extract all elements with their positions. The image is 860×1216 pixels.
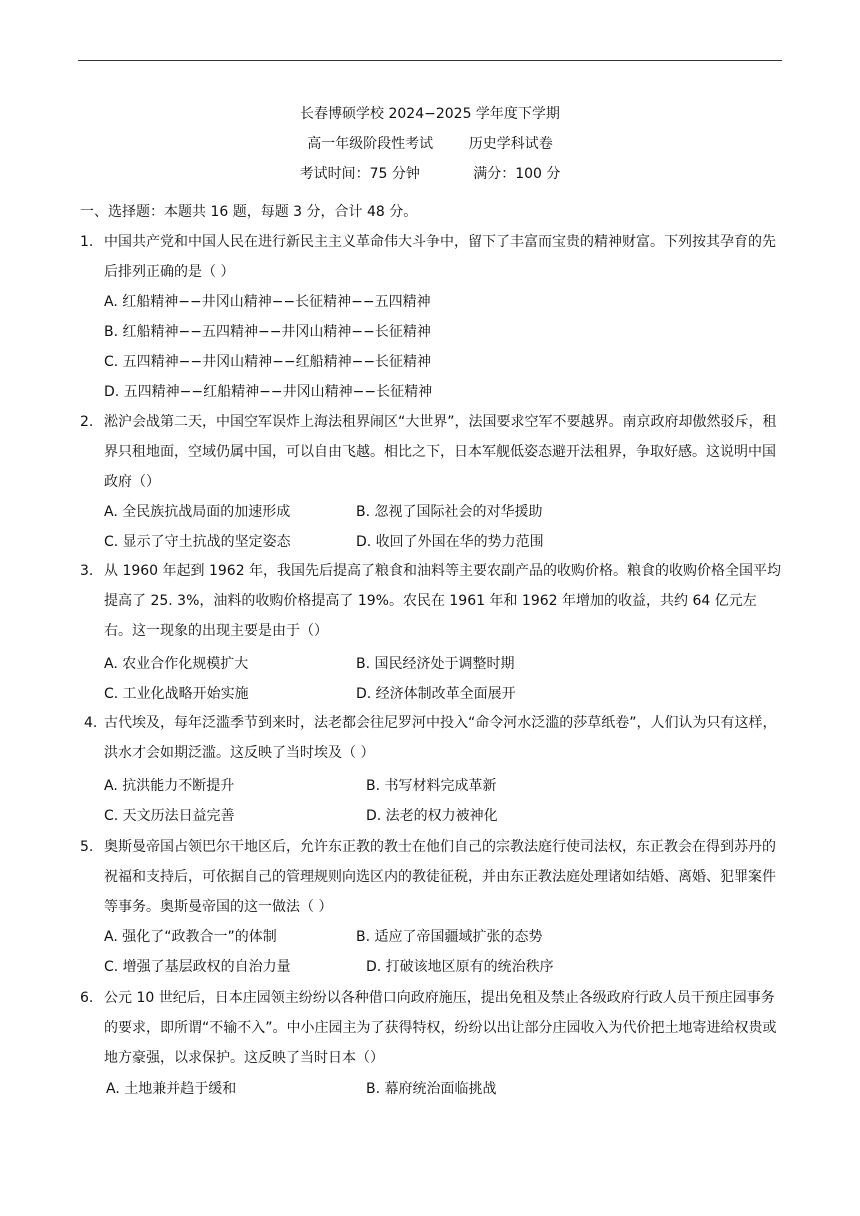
option-c[interactable]: C. 五四精神−−井冈山精神−−红船精神−−长征精神 xyxy=(104,354,432,370)
option-b[interactable]: B. 适应了帝国疆域扩张的态势 xyxy=(356,929,543,945)
option-d[interactable]: D. 五四精神−−红船精神−−井冈山精神−−长征精神 xyxy=(104,384,433,400)
option-d[interactable]: D. 打破该地区原有的统治秩序 xyxy=(366,959,554,975)
option-a[interactable]: A. 强化了“政教合一”的体制 xyxy=(104,929,277,945)
options xyxy=(80,1073,782,1103)
option-b[interactable]: B. 书写材料完成革新 xyxy=(366,778,497,794)
question-stem xyxy=(80,227,782,287)
question-text: 淞沪会战第二天，中国空军误炸上海法租界闹区“大世界”，法国要求空军不要越界。南京政府却傲然驳斥，租界只租地面，空域仍属中国，可以自由飞越。相比之下，日本军舰低姿态避开法租界，争取好感。这说明中国政府（） xyxy=(104,414,777,490)
question-number: 1. xyxy=(80,234,94,250)
question-3 xyxy=(80,556,782,706)
question-1 xyxy=(80,227,782,407)
option-c[interactable]: C. 增强了基层政权的自治力量 xyxy=(104,959,291,975)
option-a[interactable]: A. 抗洪能力不断提升 xyxy=(104,778,235,794)
option-d[interactable]: D. 法老的权力被神化 xyxy=(366,808,498,824)
options xyxy=(80,497,782,557)
question-2 xyxy=(80,407,782,557)
option-b[interactable]: B. 幕府统治面临挑战 xyxy=(366,1081,497,1097)
question-stem xyxy=(80,556,782,646)
exam-time-score: 考试时间：75 分钟 满分：100 分 xyxy=(299,166,561,182)
option-c[interactable]: C. 工业化战略开始实施 xyxy=(104,686,249,702)
option-a[interactable]: A. 土地兼并趋于缓和 xyxy=(106,1081,237,1097)
options xyxy=(80,287,782,407)
option-d[interactable]: D. 收回了外国在华的势力范围 xyxy=(356,534,544,550)
question-number: 2. xyxy=(80,414,94,430)
question-stem xyxy=(80,832,782,922)
option-a[interactable]: A. 红船精神−−井冈山精神−−长征精神−−五四精神 xyxy=(104,294,431,310)
top-rule xyxy=(78,60,782,61)
question-text: 中国共产党和中国人民在进行新民主主义革命伟大斗争中，留下了丰富而宝贵的精神财富。下列按其孕育的先后排列正确的是（ ） xyxy=(104,234,776,280)
options xyxy=(80,922,782,982)
option-a[interactable]: A. 农业合作化规模扩大 xyxy=(104,656,249,672)
question-text: 从 1960 年起到 1962 年，我国先后提高了粮食和油料等主要农副产品的收购价格。粮食的收购价格全国平均提高了 25. 3%，油料的收购价格提高了 19%。农民在 1961 年和 1962 年增加的收益，共约 64 亿元左右。这一现象的出现主要是由于（） xyxy=(104,563,782,639)
question-4 xyxy=(80,708,782,828)
option-c[interactable]: C. 天文历法日益完善 xyxy=(104,808,235,824)
option-d[interactable]: D. 经济体制改革全面展开 xyxy=(356,686,516,702)
option-a[interactable]: A. 全民族抗战局面的加速形成 xyxy=(104,504,291,520)
option-b[interactable]: B. 国民经济处于调整时期 xyxy=(356,656,515,672)
section-heading: 一、选择题：本题共 16 题，每题 3 分，合计 48 分。 xyxy=(80,204,418,220)
question-text: 古代埃及，每年泛滥季节到来时，法老都会往尼罗河中投入“命令河水泛滥的莎草纸卷”，人们认为只有这样，洪水才会如期泛滥。这反映了当时埃及（ ） xyxy=(104,715,777,761)
question-number: 6. xyxy=(80,990,94,1006)
question-number: 3. xyxy=(80,563,94,579)
question-stem xyxy=(80,983,782,1073)
question-text: 公元 10 世纪后，日本庄园领主纷纷以各种借口向政府施压，提出免租及禁止各级政府行政人员干预庄园事务的要求，即所谓“不输不入”。中小庄园主为了获得特权，纷纷以出让部分庄园收入为代价把土地寄进给权贵或地方豪强，以求保护。这反映了当时日本（） xyxy=(104,990,777,1066)
option-b[interactable]: B. 忽视了国际社会的对华援助 xyxy=(356,504,543,520)
exam-subject-title: 高一年级阶段性考试 历史学科试卷 xyxy=(307,136,553,152)
question-text: 奥斯曼帝国占领巴尔干地区后，允许东正教的教士在他们自己的宗教法庭行使司法权，东正教会在得到苏丹的祝福和支持后，可依据自己的管理规则向选区内的教徒征税，并由东正教法庭处理诸如结婚、离婚、犯罪案件等事务。奥斯曼帝国的这一做法（ ） xyxy=(104,839,776,915)
options xyxy=(80,646,782,706)
question-5 xyxy=(80,832,782,982)
school-term-title: 长春博硕学校 2024−2025 学年度下学期 xyxy=(300,106,560,122)
options xyxy=(80,768,782,828)
question-number: 4. xyxy=(84,715,98,731)
question-stem xyxy=(80,407,782,497)
option-b[interactable]: B. 红船精神−−五四精神−−井冈山精神−−长征精神 xyxy=(104,324,431,340)
question-stem xyxy=(80,708,782,768)
question-number: 5. xyxy=(80,839,94,855)
question-6 xyxy=(80,983,782,1103)
option-c[interactable]: C. 显示了守土抗战的坚定姿态 xyxy=(104,534,291,550)
